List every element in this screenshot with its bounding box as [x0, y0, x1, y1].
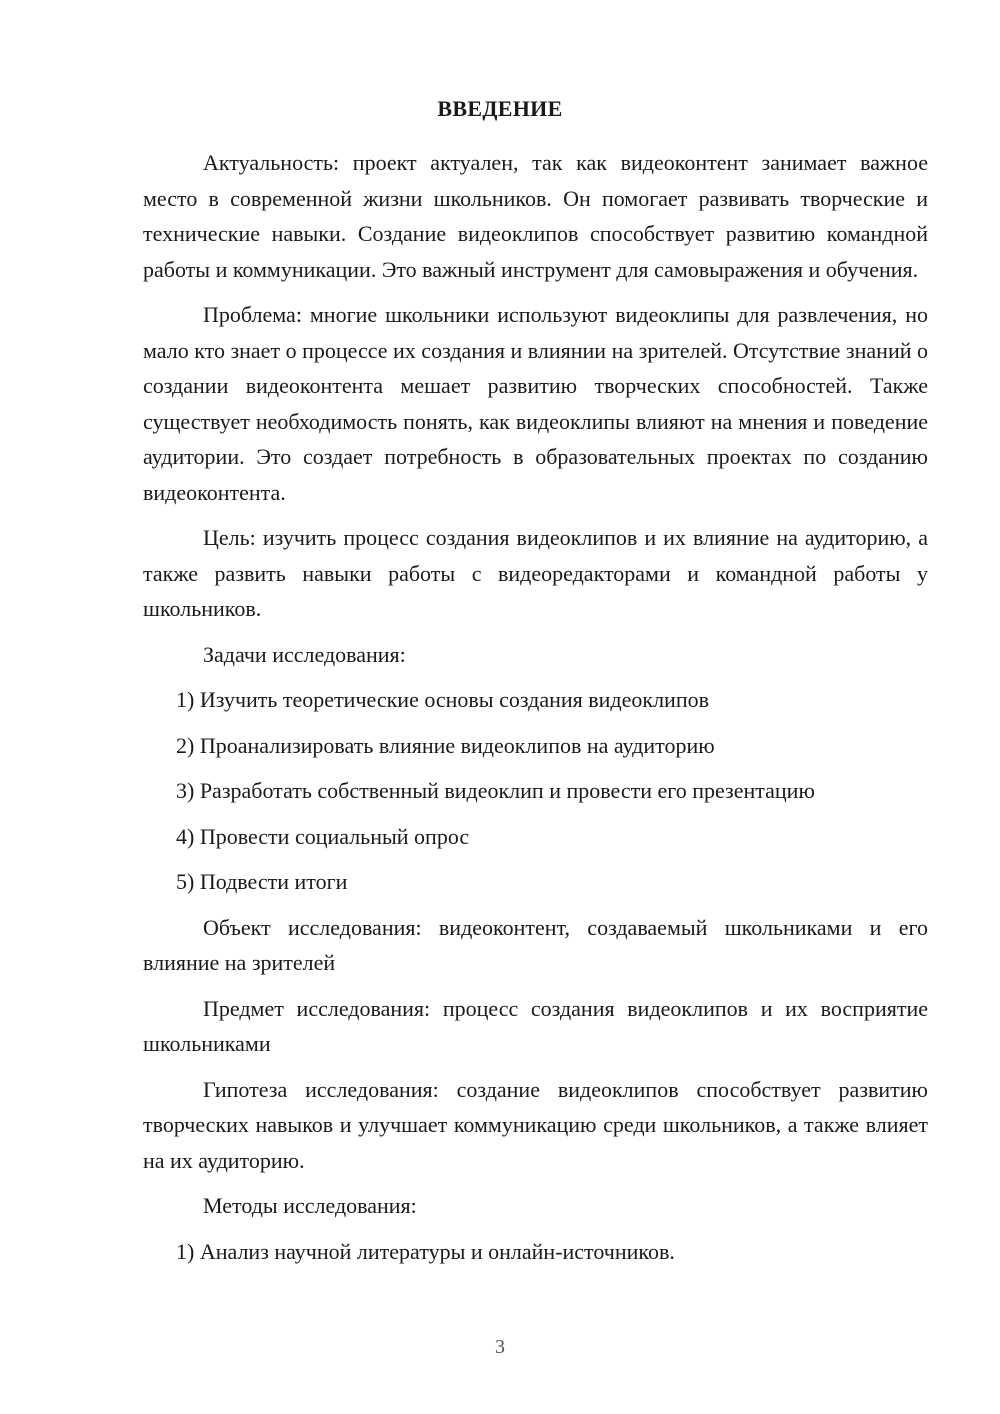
tasks-heading: Задачи исследования:: [203, 641, 406, 667]
methods-list: [143, 1234, 928, 1270]
hypothesis-paragraph: Гипотеза исследования: создание видеоклипов способствует развитию творческих навыков и улучшает коммуникацию среди школьников, а также влияет на их аудиторию.: [143, 1076, 928, 1173]
object-paragraph: Объект исследования: видеоконтент, создаваемый школьниками и его влияние на зрителей: [143, 914, 928, 975]
problem-paragraph: Проблема: многие школьники используют видеоклипы для развлечения, но мало кто знает о процессе их создания и влиянии на зрителей. Отсутствие знаний о создании видеоконтента мешает развитию творческих способностей. Также существует необходимость понять, как видеоклипы влияют на мнения и поведение аудитории. Это создает потребность в образовательных проектах по созданию видеоконтента.: [143, 302, 928, 505]
document-body: [143, 145, 928, 1279]
list-item: 4) Провести социальный опрос: [176, 823, 470, 849]
list-item: 5) Подвести итоги: [176, 869, 348, 894]
list-item: 2) Проанализировать влияние видеоклипов на аудиторию: [176, 732, 715, 758]
methods-heading: Методы исследования:: [203, 1193, 417, 1218]
list-item: 1) Анализ научной литературы и онлайн-источников.: [176, 1238, 675, 1264]
page-title: ВВЕДЕНИЕ: [437, 96, 563, 121]
tasks-list: [143, 682, 928, 900]
relevance-paragraph: Актуальность: проект актуален, так как видеоконтент занимает важное место в современной жизни школьников. Он помогает развивать творческие и технические навыки. Создание видеоклипов способствует развитию командной работы и коммуникации. Это важный инструмент для самовыражения и обучения.: [143, 150, 928, 282]
list-item: 3) Разработать собственный видеоклип и провести его презентацию: [176, 778, 815, 803]
subject-paragraph: Предмет исследования: процесс создания видеоклипов и их восприятие школьниками: [143, 995, 928, 1056]
goal-paragraph: Цель: изучить процесс создания видеоклипов и их влияние на аудиторию, а также развить навыки работы с видеоредакторами и командной работы у школьников.: [143, 525, 928, 621]
list-item: 1) Изучить теоретические основы создания видеоклипов: [176, 687, 709, 712]
page-number: 3: [495, 1336, 505, 1358]
